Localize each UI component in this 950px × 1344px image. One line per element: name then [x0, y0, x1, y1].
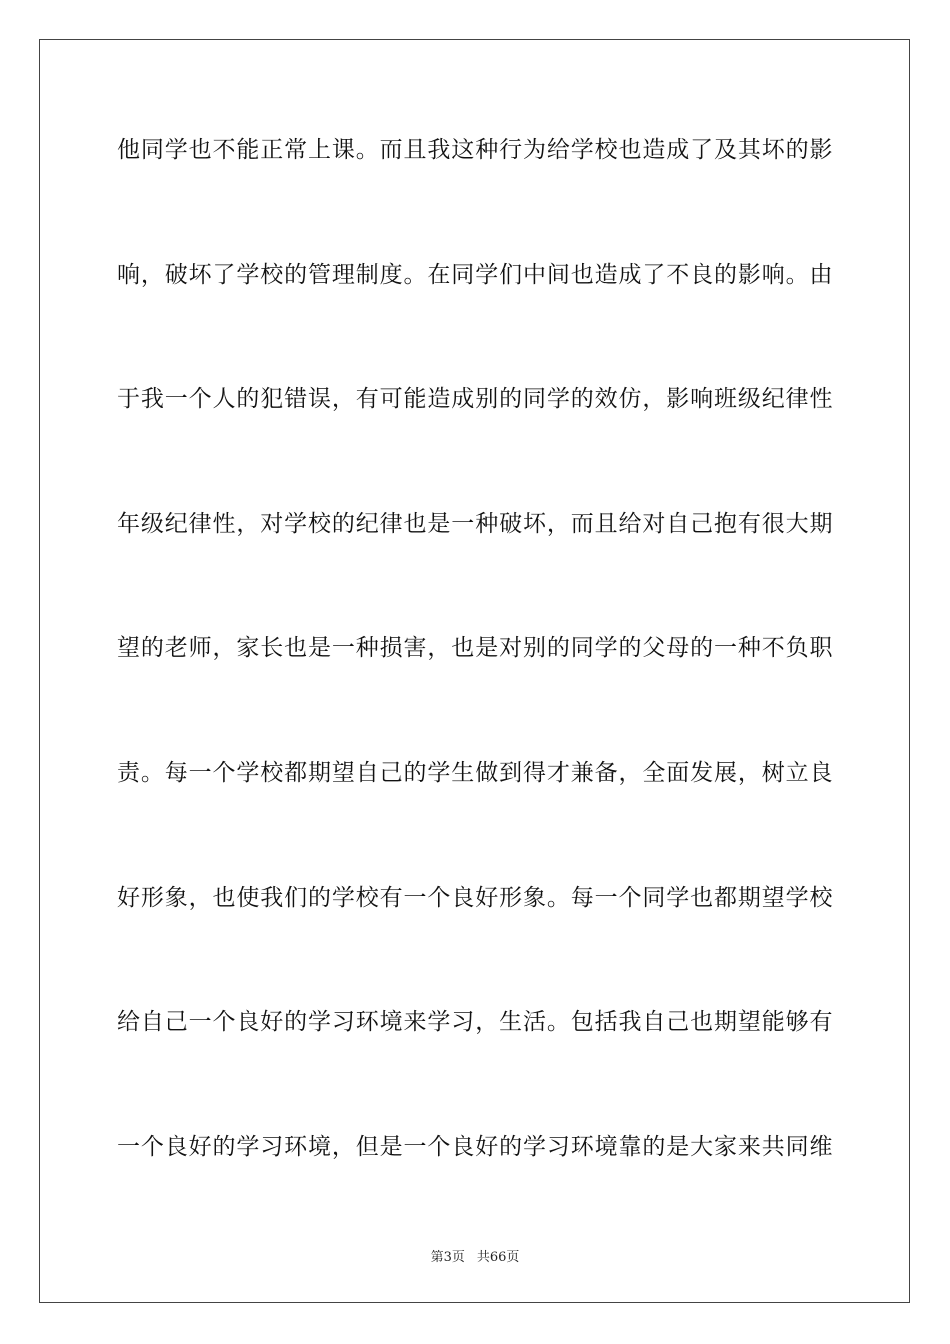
text-line: 好形象，也使我们的学校有一个良好形象。每一个同学也都期望学校 [117, 884, 833, 911]
text-line: 望的老师，家长也是一种损害，也是对别的同学的父母的一种不负职 [117, 635, 833, 662]
text-line: 他同学也不能正常上课。而且我这种行为给学校也造成了及其坏的影 [117, 137, 833, 163]
text-line: 响，破坏了学校的管理制度。在同学们中间也造成了不良的影响。由 [117, 261, 833, 288]
page-total: 共66页 [476, 1250, 520, 1265]
text-line: 于我一个人的犯错误，有可能造成别的同学的效仿，影响班级纪律性 [117, 386, 833, 413]
text-line: 年级纪律性，对学校的纪律也是一种破坏，而且给对自己抱有很大期 [117, 510, 833, 537]
text-line: 一个良好的学习环境，但是一个良好的学习环境靠的是大家来共同维 [117, 1133, 833, 1160]
page-number: 第3页 [430, 1250, 465, 1265]
text-line: 责。每一个学校都期望自己的学生做到得才兼备，全面发展，树立良 [117, 759, 833, 786]
page-footer [0, 1246, 950, 1265]
document-body [117, 128, 833, 1249]
text-line: 给自己一个良好的学习环境来学习，生活。包括我自己也期望能够有 [117, 1009, 833, 1036]
